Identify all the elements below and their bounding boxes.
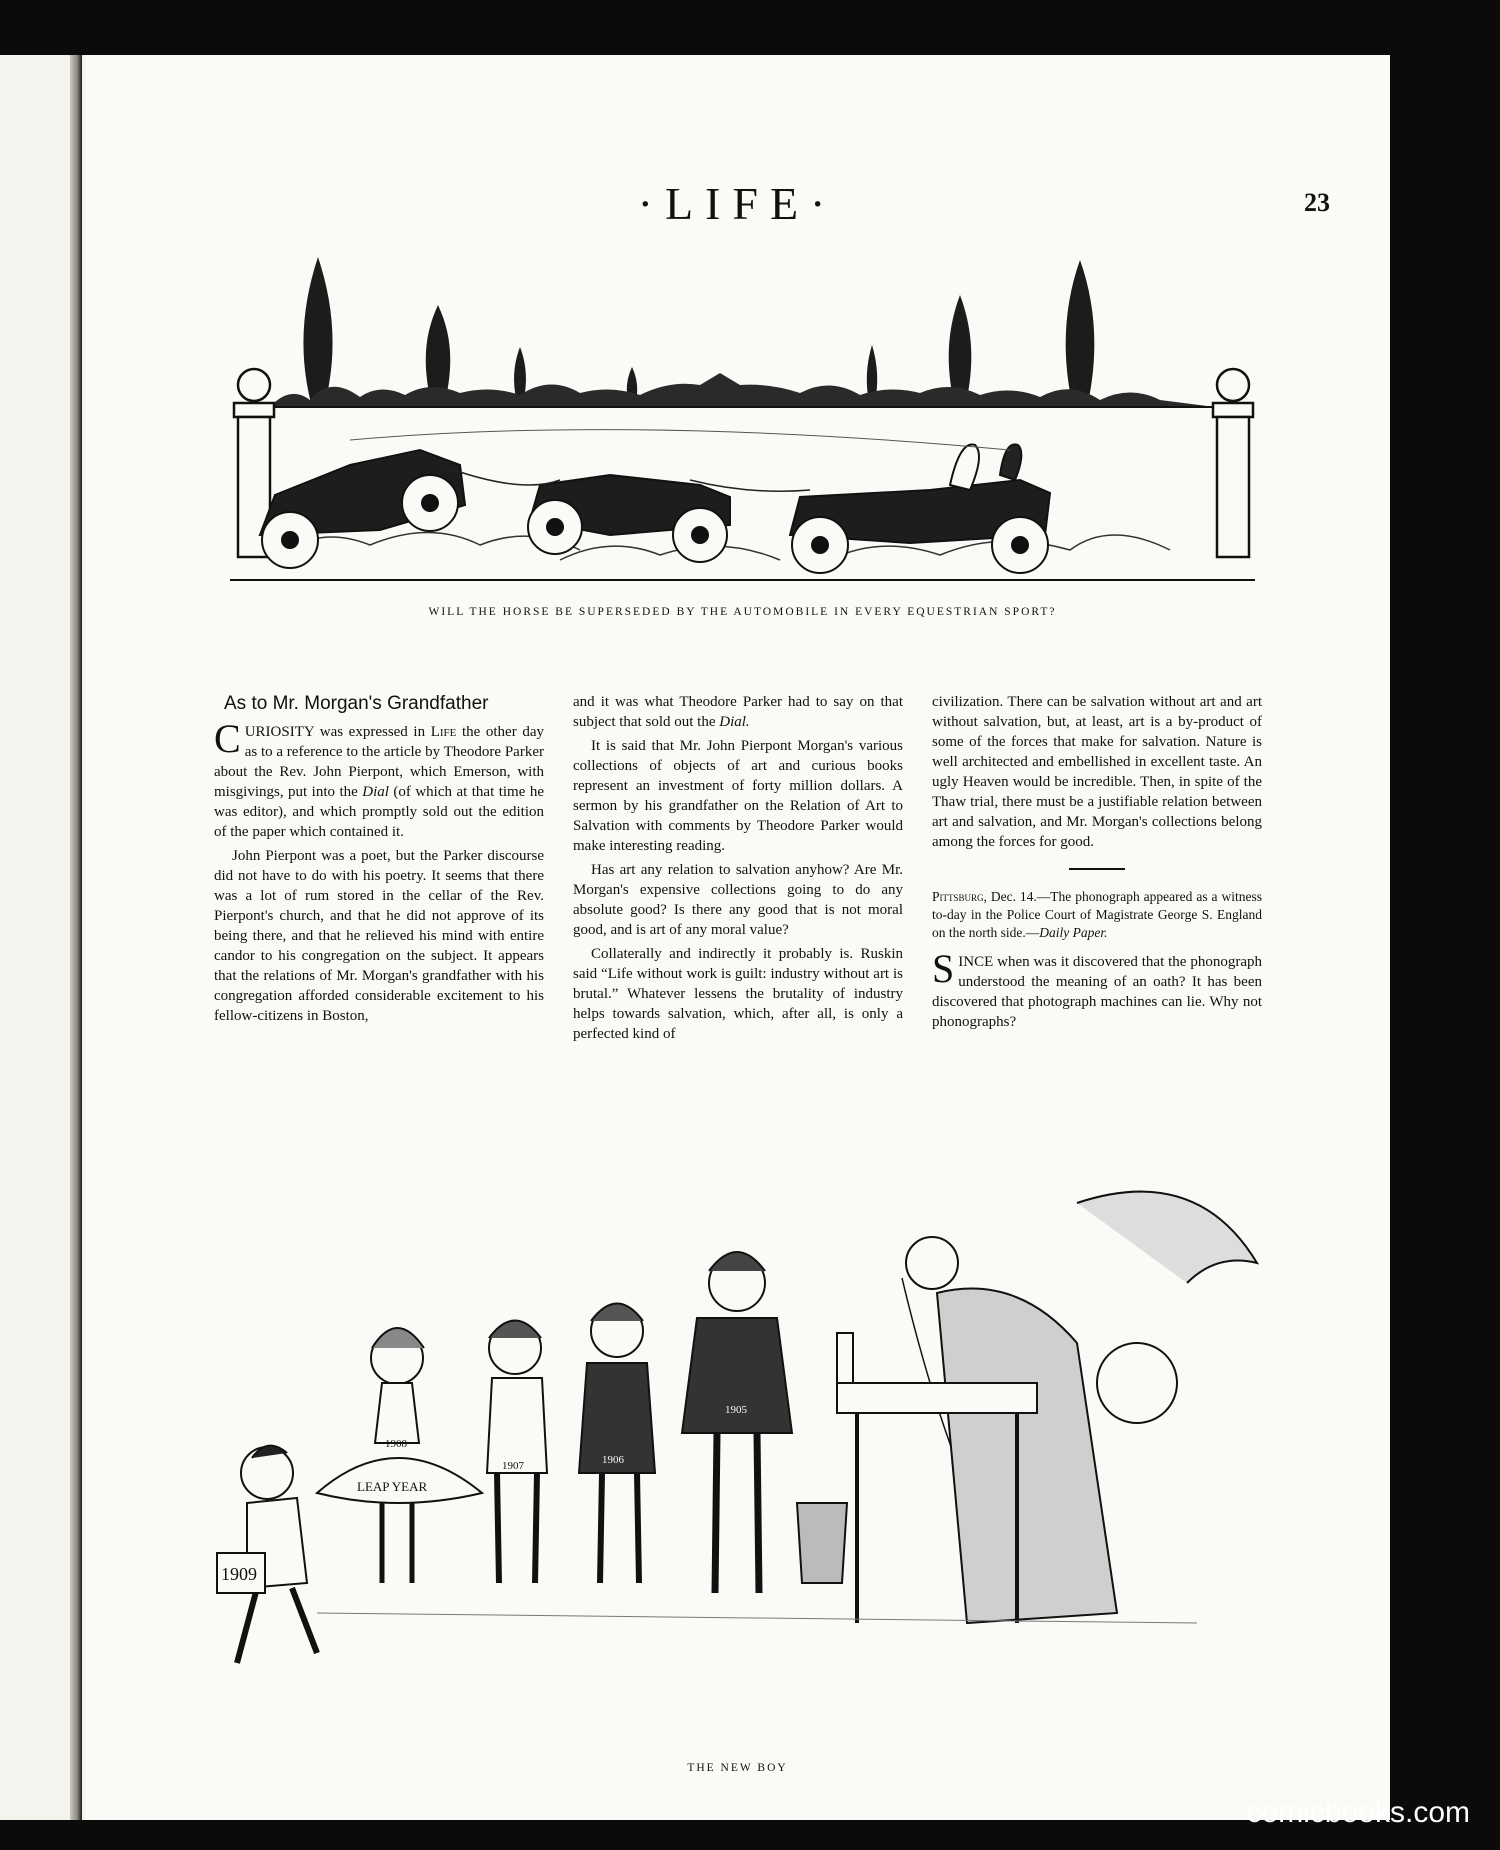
site-watermark: comicbooks.com [1246,1796,1470,1829]
skirt-label: LEAP YEAR [357,1479,428,1494]
drop-cap: C [214,716,241,761]
text-run: (of which at that time he was editor), and which promptly sold out the edition of the paper which contained it. [214,784,544,840]
facing-page-edge [0,55,85,1820]
automobile-3 [790,444,1050,573]
periodical-name: Dial. [719,714,750,730]
article-paragraph [214,716,544,842]
text-run: URIOSITY was expressed in [244,724,431,740]
magazine-name: Life [430,724,457,740]
father-time-at-desk [797,1192,1257,1623]
automobile-2 [528,475,730,562]
top-illustration-caption: WILL THE HORSE BE SUPERSEDED BY THE AUTOMOBILE IN EVERY EQUESTRIAN SPORT? [428,606,1057,618]
leap-year-girl-figure [317,1328,482,1583]
article-paragraph [932,946,1262,1032]
poplar-trees [303,257,1094,407]
automobile-race-illustration [230,235,1255,590]
article-paragraph: John Pierpont was a poet, but the Parker discourse did not have to do with his poetry. It seems that there was a lot of rum stored in the cellar of the Rev. Pierpont's church, and that he did not approve of its being there, and that he relieved his mind with entire candor to his congregation on the subject. It appears that the relations of Mr. Morgan's grandfather with his congregation afforded considerable excitement to his fellow-citizens in Boston, [214,848,544,1024]
article-paragraph: It is said that Mr. John Pierpont Morgan's various collections of objects of art and curious books represent an investment of forty million dollars. A sermon by his grandfather on the Relation of Art to Salvation with comments by Theodore Parker would make interesting reading. [573,738,903,854]
text-run: and it was what Theodore Parker had to say on that subject that sold out the [573,694,903,730]
belt-label-1905: 1905 [725,1404,747,1416]
article-paragraph: Collaterally and indirectly it probably is. Ruskin said “Life without work is guilt: industry without art is brutal.” Whatever lessens the brutality of industry helps towards salvation, which, after all, is only a perfected kind of [573,946,903,1042]
page-gutter [70,55,82,1820]
column-3 [932,692,1262,1036]
belt-label-1907: 1907 [502,1460,524,1472]
periodical-name: Dial [362,784,389,800]
column-2 [573,692,903,1048]
new-boy-illustration [197,1143,1287,1733]
drop-cap: S [932,946,955,991]
belt-label-1906: 1906 [602,1454,624,1466]
book-label-1909: 1909 [221,1564,257,1584]
automobile-1 [260,450,465,568]
masthead: ·LIFE· [637,178,838,229]
news-clipping [932,888,1262,942]
dateline-place: Pittsburg [932,889,984,904]
column-1 [214,692,544,1030]
boy-1906-figure [579,1304,655,1584]
boy-1907-figure [487,1321,547,1584]
new-boy-figure [217,1446,317,1663]
boy-1905-figure [682,1252,792,1593]
article-headline: As to Mr. Morgan's Grandfather [224,693,489,714]
article-paragraph [573,692,903,732]
text-run: , Dec. 14.—The phonograph appeared as a witness to-day in the Police Court of Magistrate George S. England on the north side.— [932,889,1262,940]
bottom-illustration-caption: THE NEW BOY [687,1762,788,1774]
page-number: 23 [1304,188,1330,217]
article-paragraph: Has art any relation to salvation anyhow? Are Mr. Morgan's expensive collections going to do any absolute good? Is there any good that is not moral good, and is art of any moral value? [573,862,903,938]
text-run: the other day as to a reference to the article by Theodore Parker about the Rev. John Pierpont, which Emerson, with misgivings, put into the [214,724,544,800]
article-paragraph: civilization. There can be salvation without art and art without salvation, but, at least, art is a by-product of some of the forces that make for salvation. Nature is well architected and embellished in excellent taste. An ugly Heaven would be incredible. Then, in spite of the Thaw trial, there must be a justifiable relation between art and salvation, and Mr. Morgan's collections belong among the forces for good. [932,694,1262,850]
belt-label-1908: 1908 [385,1438,407,1450]
section-divider [1069,868,1125,870]
source-name: Daily Paper. [1039,925,1108,940]
magazine-page [85,55,1390,1820]
text-run: INCE when was it discovered that the phonograph understood the meaning of an oath? It has been discovered that photograph machines can lie. Why not phonographs? [932,954,1262,1030]
